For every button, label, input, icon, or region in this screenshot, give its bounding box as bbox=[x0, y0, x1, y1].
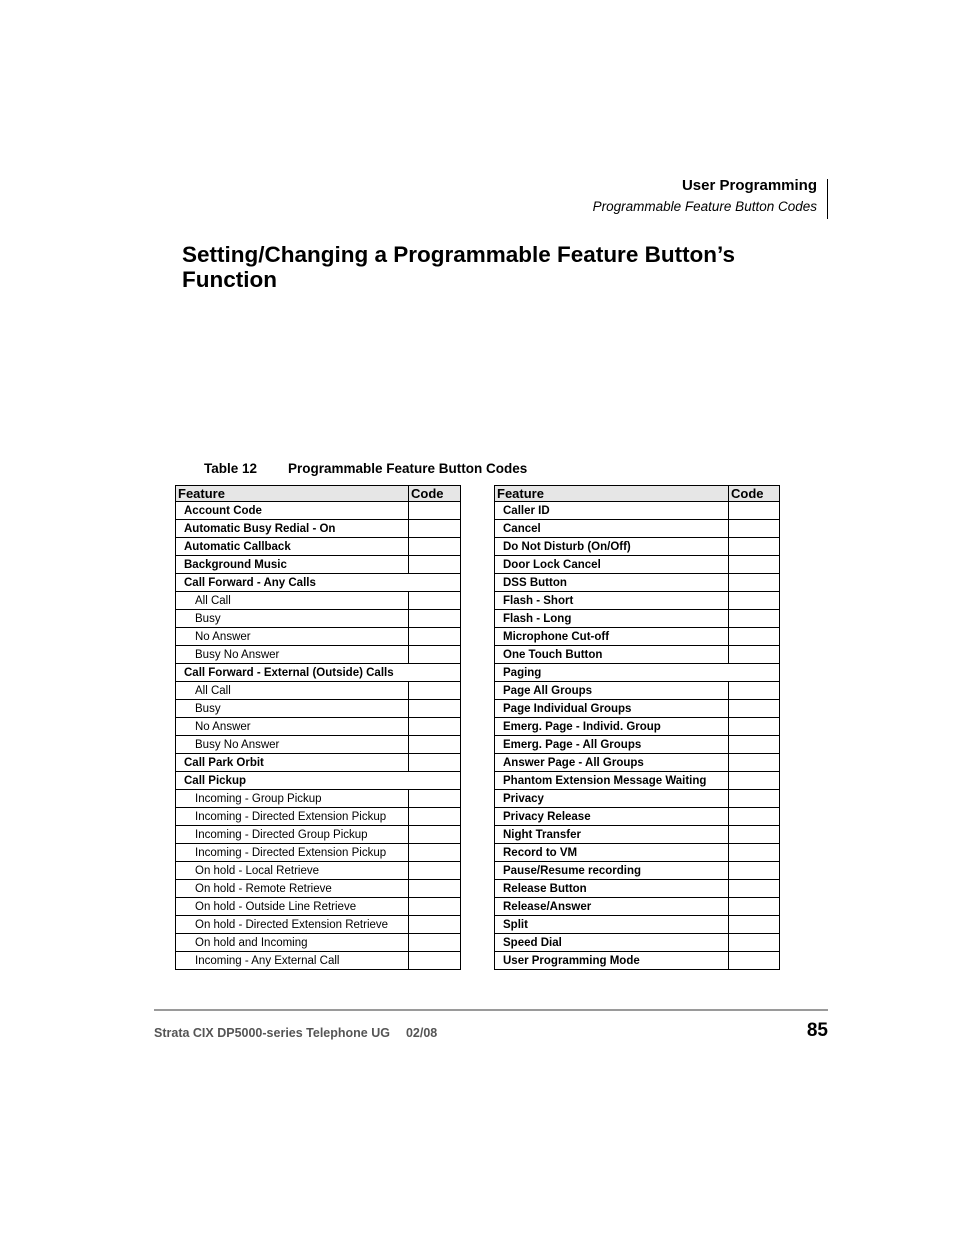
feature-cell: Incoming - Directed Group Pickup bbox=[176, 826, 409, 844]
feature-cell: Release Button bbox=[495, 880, 729, 898]
feature-cell: Busy bbox=[176, 700, 409, 718]
code-cell bbox=[409, 520, 461, 538]
code-cell bbox=[729, 538, 780, 556]
code-column-header: Code bbox=[729, 486, 780, 502]
table-row bbox=[495, 592, 780, 610]
table-row bbox=[176, 664, 461, 682]
table-row bbox=[176, 790, 461, 808]
feature-cell: Automatic Busy Redial - On bbox=[176, 520, 409, 538]
code-cell bbox=[409, 628, 461, 646]
code-cell bbox=[729, 790, 780, 808]
code-cell bbox=[409, 880, 461, 898]
table-row bbox=[176, 862, 461, 880]
table-row bbox=[495, 826, 780, 844]
code-cell bbox=[409, 610, 461, 628]
table-row bbox=[176, 754, 461, 772]
code-cell bbox=[729, 898, 780, 916]
feature-cell: All Call bbox=[176, 682, 409, 700]
feature-cell: No Answer bbox=[176, 718, 409, 736]
feature-codes-table-left bbox=[175, 485, 461, 970]
feature-cell: Call Forward - Any Calls bbox=[176, 574, 461, 592]
table-row bbox=[176, 736, 461, 754]
feature-cell: On hold and Incoming bbox=[176, 934, 409, 952]
code-cell bbox=[729, 718, 780, 736]
table-row bbox=[495, 502, 780, 520]
feature-cell: Cancel bbox=[495, 520, 729, 538]
feature-cell: Incoming - Directed Extension Pickup bbox=[176, 844, 409, 862]
footer-divider bbox=[154, 1009, 828, 1011]
feature-cell: Answer Page - All Groups bbox=[495, 754, 729, 772]
code-cell bbox=[409, 862, 461, 880]
feature-cell: One Touch Button bbox=[495, 646, 729, 664]
table-row bbox=[176, 700, 461, 718]
code-cell bbox=[729, 772, 780, 790]
feature-cell: Speed Dial bbox=[495, 934, 729, 952]
feature-column-header: Feature bbox=[176, 486, 409, 502]
table-row bbox=[495, 628, 780, 646]
code-cell bbox=[729, 574, 780, 592]
code-cell bbox=[409, 754, 461, 772]
running-header bbox=[593, 176, 817, 218]
feature-cell: Split bbox=[495, 916, 729, 934]
page-number: 85 bbox=[806, 1020, 828, 1041]
code-cell bbox=[409, 538, 461, 556]
table-row bbox=[495, 808, 780, 826]
feature-cell: Busy No Answer bbox=[176, 736, 409, 754]
feature-column-header: Feature bbox=[495, 486, 729, 502]
table-row bbox=[495, 718, 780, 736]
code-cell bbox=[729, 862, 780, 880]
code-cell bbox=[409, 502, 461, 520]
table-row bbox=[176, 772, 461, 790]
table-row bbox=[176, 718, 461, 736]
feature-cell: Privacy Release bbox=[495, 808, 729, 826]
code-cell bbox=[409, 556, 461, 574]
chapter-title: User Programming bbox=[681, 177, 817, 194]
code-column-header: Code bbox=[409, 486, 461, 502]
page-title: Setting/Changing a Programmable Feature Button’s Function bbox=[182, 242, 735, 292]
feature-cell: On hold - Directed Extension Retrieve bbox=[176, 916, 409, 934]
code-cell bbox=[729, 880, 780, 898]
code-cell bbox=[729, 808, 780, 826]
feature-cell: Incoming - Directed Extension Pickup bbox=[176, 808, 409, 826]
table-row bbox=[495, 916, 780, 934]
feature-cell: Call Park Orbit bbox=[176, 754, 409, 772]
table-row bbox=[495, 790, 780, 808]
code-cell bbox=[729, 628, 780, 646]
code-cell bbox=[729, 952, 780, 970]
table-row bbox=[176, 520, 461, 538]
feature-cell: All Call bbox=[176, 592, 409, 610]
feature-cell: Privacy bbox=[495, 790, 729, 808]
feature-cell: Page All Groups bbox=[495, 682, 729, 700]
table-body bbox=[176, 502, 461, 970]
table-row bbox=[176, 610, 461, 628]
table-row bbox=[495, 754, 780, 772]
table-row bbox=[176, 502, 461, 520]
feature-cell: User Programming Mode bbox=[495, 952, 729, 970]
feature-cell: Paging bbox=[495, 664, 780, 682]
table-row bbox=[495, 556, 780, 574]
code-cell bbox=[409, 934, 461, 952]
feature-cell: Emerg. Page - Individ. Group bbox=[495, 718, 729, 736]
feature-cell: Automatic Callback bbox=[176, 538, 409, 556]
table-row bbox=[176, 592, 461, 610]
feature-codes-table-right bbox=[494, 485, 780, 970]
table-row bbox=[495, 664, 780, 682]
table-row bbox=[176, 898, 461, 916]
feature-cell: Record to VM bbox=[495, 844, 729, 862]
code-cell bbox=[729, 682, 780, 700]
code-cell bbox=[409, 916, 461, 934]
table-number: Table 12 bbox=[204, 461, 258, 476]
table-row bbox=[495, 880, 780, 898]
header-divider bbox=[827, 179, 828, 219]
feature-cell: On hold - Local Retrieve bbox=[176, 862, 409, 880]
code-cell bbox=[409, 790, 461, 808]
code-cell bbox=[729, 592, 780, 610]
table-caption bbox=[204, 461, 527, 476]
feature-cell: DSS Button bbox=[495, 574, 729, 592]
feature-cell: Incoming - Any External Call bbox=[176, 952, 409, 970]
feature-cell: No Answer bbox=[176, 628, 409, 646]
feature-cell: Caller ID bbox=[495, 502, 729, 520]
table-row bbox=[176, 574, 461, 592]
feature-cell: Microphone Cut-off bbox=[495, 628, 729, 646]
code-cell bbox=[729, 826, 780, 844]
feature-cell: Flash - Long bbox=[495, 610, 729, 628]
code-cell bbox=[729, 520, 780, 538]
feature-cell: Flash - Short bbox=[495, 592, 729, 610]
feature-cell: Call Pickup bbox=[176, 772, 461, 790]
feature-cell: Call Forward - External (Outside) Calls bbox=[176, 664, 461, 682]
feature-cell: Door Lock Cancel bbox=[495, 556, 729, 574]
feature-cell: On hold - Remote Retrieve bbox=[176, 880, 409, 898]
feature-cell: Incoming - Group Pickup bbox=[176, 790, 409, 808]
table-header-row bbox=[176, 486, 461, 502]
table-row bbox=[495, 736, 780, 754]
table-row bbox=[176, 628, 461, 646]
code-cell bbox=[729, 502, 780, 520]
table-row bbox=[495, 862, 780, 880]
feature-cell: Pause/Resume recording bbox=[495, 862, 729, 880]
feature-cell: Phantom Extension Message Waiting bbox=[495, 772, 729, 790]
table-title: Programmable Feature Button Codes bbox=[288, 461, 528, 476]
code-cell bbox=[729, 700, 780, 718]
code-cell bbox=[409, 808, 461, 826]
code-cell bbox=[729, 736, 780, 754]
table-row bbox=[495, 538, 780, 556]
table-row bbox=[495, 520, 780, 538]
code-cell bbox=[729, 844, 780, 862]
code-cell bbox=[409, 646, 461, 664]
code-cell bbox=[409, 718, 461, 736]
code-cell bbox=[729, 934, 780, 952]
table-row bbox=[176, 934, 461, 952]
table-body bbox=[495, 502, 780, 970]
table-row bbox=[176, 556, 461, 574]
table-row bbox=[176, 916, 461, 934]
table-row bbox=[495, 646, 780, 664]
section-title: Programmable Feature Button Codes bbox=[592, 199, 817, 214]
table-row bbox=[176, 952, 461, 970]
table-row bbox=[495, 700, 780, 718]
feature-cell: Account Code bbox=[176, 502, 409, 520]
code-cell bbox=[409, 898, 461, 916]
code-cell bbox=[729, 556, 780, 574]
feature-cell: Do Not Disturb (On/Off) bbox=[495, 538, 729, 556]
code-cell bbox=[409, 700, 461, 718]
code-cell bbox=[729, 754, 780, 772]
table-row bbox=[176, 538, 461, 556]
table-row bbox=[495, 682, 780, 700]
code-cell bbox=[409, 736, 461, 754]
feature-cell: On hold - Outside Line Retrieve bbox=[176, 898, 409, 916]
table-row bbox=[495, 610, 780, 628]
document-date: 02/08 bbox=[405, 1026, 438, 1040]
code-cell bbox=[409, 952, 461, 970]
table-row bbox=[495, 574, 780, 592]
feature-cell: Busy bbox=[176, 610, 409, 628]
feature-cell: Page Individual Groups bbox=[495, 700, 729, 718]
table-row bbox=[495, 952, 780, 970]
table-row bbox=[176, 646, 461, 664]
code-cell bbox=[729, 916, 780, 934]
table-row bbox=[495, 844, 780, 862]
table-row bbox=[176, 682, 461, 700]
code-cell bbox=[409, 682, 461, 700]
table-row bbox=[176, 844, 461, 862]
feature-cell: Background Music bbox=[176, 556, 409, 574]
feature-cell: Release/Answer bbox=[495, 898, 729, 916]
document-title: Strata CIX DP5000-series Telephone UG bbox=[154, 1026, 390, 1040]
table-row bbox=[495, 934, 780, 952]
table-row bbox=[495, 898, 780, 916]
code-cell bbox=[729, 646, 780, 664]
code-cell bbox=[409, 592, 461, 610]
table-row bbox=[495, 772, 780, 790]
table-row bbox=[176, 808, 461, 826]
code-cell bbox=[409, 826, 461, 844]
feature-cell: Busy No Answer bbox=[176, 646, 409, 664]
footer bbox=[154, 1026, 437, 1040]
code-cell bbox=[729, 610, 780, 628]
table-row bbox=[176, 826, 461, 844]
table-row bbox=[176, 880, 461, 898]
code-cell bbox=[409, 844, 461, 862]
table-header-row bbox=[495, 486, 780, 502]
feature-cell: Emerg. Page - All Groups bbox=[495, 736, 729, 754]
feature-cell: Night Transfer bbox=[495, 826, 729, 844]
